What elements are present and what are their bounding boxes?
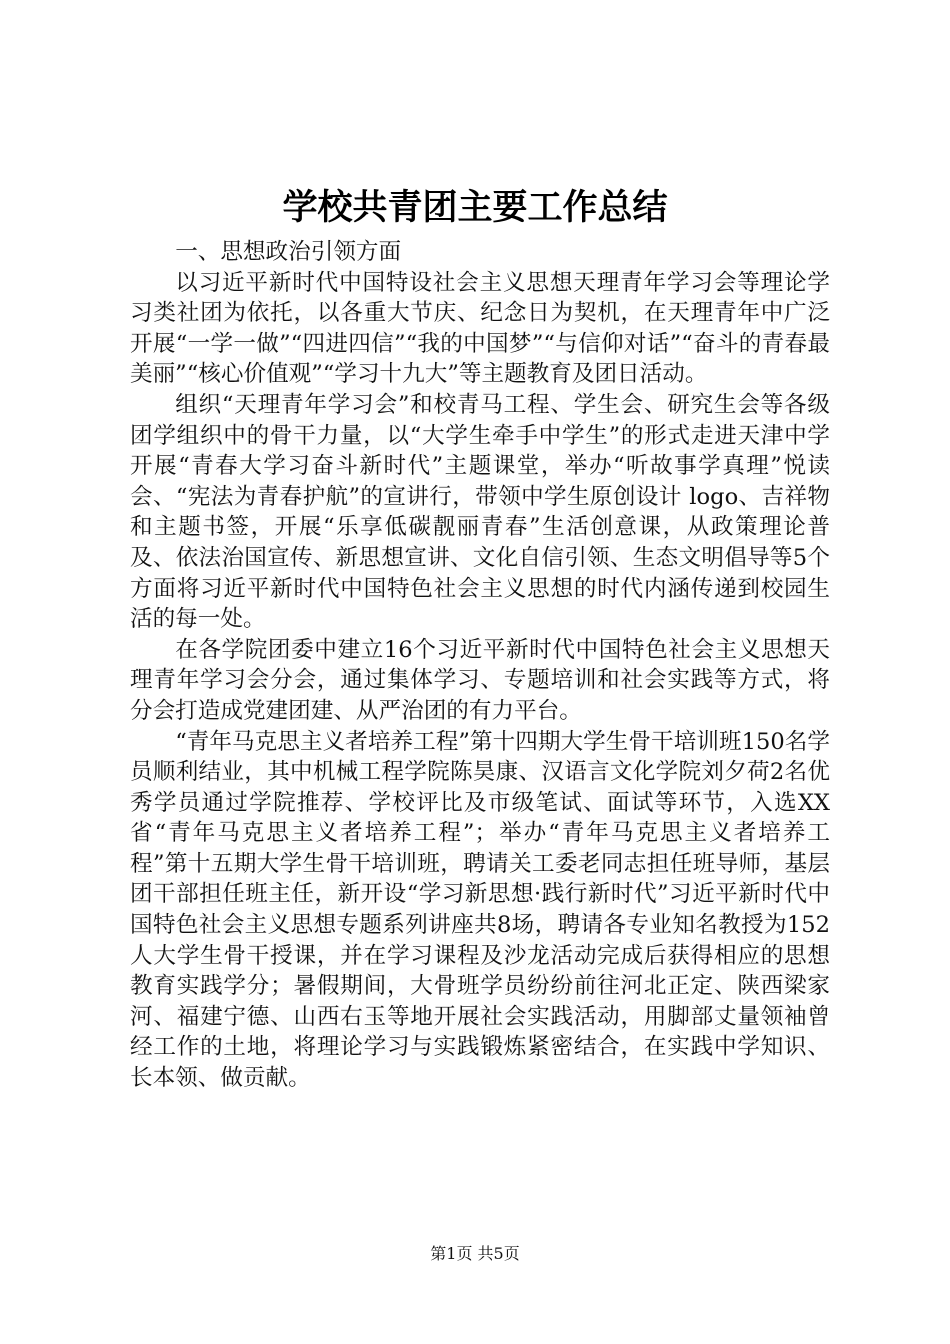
document-body — [130, 237, 830, 1094]
section-heading: 一、思想政治引领方面 — [175, 239, 402, 265]
document-title: 学校共青团主要工作总结 — [282, 187, 668, 228]
paragraph-1: 以习近平新时代中国特设社会主义思想天理青年学习会等理论学习类社团为依托，以各重大节庆、纪念日为契机，在天理青年中广泛开展“一学一做”“四进四信”“我的中国梦”“与信仰对话”“奋斗的青春最美丽”“核心价值观”“学习十九大”等主题教育及团日活动。 — [130, 269, 830, 388]
paragraph-3: 在各学院团委中建立16个习近平新时代中国特色社会主义思想天理青年学习会分会，通过集体学习、专题培训和社会实践等方式，将分会打造成党建团建、从严治团的有力平台。 — [130, 636, 830, 724]
paragraph-4: “青年马克思主义者培养工程”第十四期大学生骨干培训班150名学员顺利结业，其中机械工程学院陈昊康、汉语言文化学院刘夕荷2名优秀学员通过学院推荐、学校评比及市级笔试、面试等环节，入选XX省“青年马克思主义者培养工程”；举办“青年马克思主义者培养工程”第十五期大学生骨干培训班，聘请关工委老同志担任班导师，基层团干部担任班主任，新开设“学习新思想·践行新时代”习近平新时代中国特色社会主义思想专题系列讲座共8场，聘请各专业知名教授为152人大学生骨干授课，并在学习课程及沙龙活动完成后获得相应的思想教育实践学分；暑假期间，大骨班学员纷纷前往河北正定、陕西梁家河、福建宁德、山西右玉等地开展社会实践活动，用脚部丈量领袖曾经工作的土地，将理论学习与实践锻炼紧密结合，在实践中学知识、长本领、做贡献。 — [130, 728, 830, 1092]
paragraph-2: 组织“天理青年学习会”和校青马工程、学生会、研究生会等各级团学组织中的骨干力量，以“大学生牵手中学生”的形式走进天津中学开展“青春大学习奋斗新时代”主题课堂，举办“听故事学真理”悦读会、“宪法为青春护航”的宣讲行，带领中学生原创设计 logo、吉祥物和主题书签，开展“乐享低碳靓丽青春”生活创意课，从政策理论普及、依法治国宣传、新思想宣讲、文化自信引领、生态文明倡导等5个方面将习近平新时代中国特色社会主义思想的时代内涵传递到校园生活的每一处。 — [130, 391, 830, 633]
page-number-footer: 第1页 共5页 — [430, 1244, 520, 1263]
